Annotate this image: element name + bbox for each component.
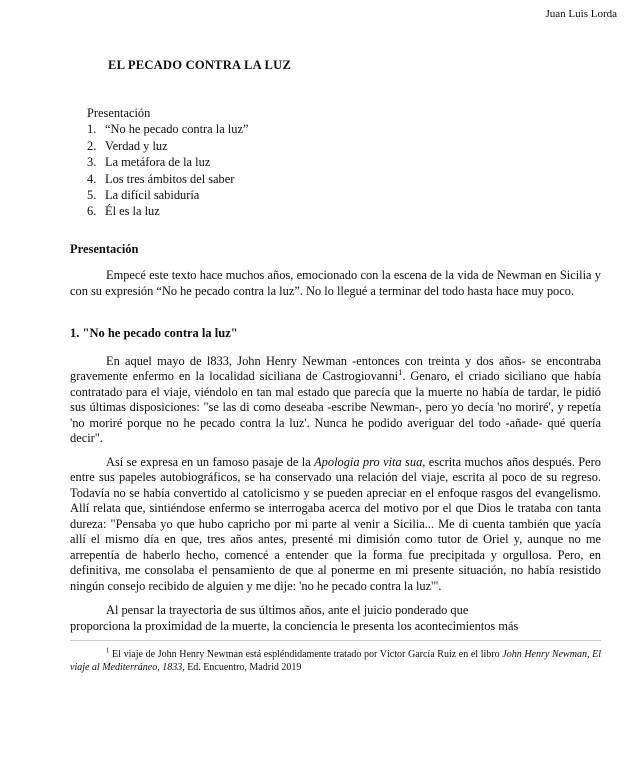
newman-illness-paragraph: En aquel mayo de l833, John Henry Newman -entonces con treinta y dos años- se encontraba gravemente enfermo en la localidad siciliana de Castrogiovanni$^1$. Genaro, el criado siciliano que había contratado para el viaje, viéndolo en tan mal estado que parecía que la muerte no había de tardar, le pidió sus últimas disposiciones: "se las di como deseaba -escribe Newman-, pero yo decía 'no moriré', y repetía 'no moriré porque no he pecado contra la luz'. Nunca he podido averiguar del todo -añade- qué quería decir". xyxy=(70,353,601,446)
toc-item xyxy=(87,154,601,170)
toc-heading: Presentación xyxy=(87,106,151,120)
toc-item-number: 3. xyxy=(87,155,97,170)
toc-item-label: “No he pecado contra la luz” xyxy=(105,122,249,137)
toc-item-number: 4. xyxy=(87,171,97,186)
toc-item xyxy=(87,121,601,137)
toc-item-number: 5. xyxy=(87,188,97,203)
presentacion-paragraph: Empecé este texto hace muchos años, emocionado con la escena de la vida de Newman en Sicilia y con su expresión “No he pecado contra la luz”. No lo llegué a terminar del todo hasta hace muy poco. xyxy=(70,268,601,298)
toc-item-label: Él es la luz xyxy=(105,204,160,219)
toc-item-label: La difícil sabiduría xyxy=(105,188,200,203)
toc-item-number: 1. xyxy=(87,122,97,137)
toc-item-label: La metáfora de la luz xyxy=(105,155,211,170)
apologia-paragraph: Así se expresa en un famoso pasaje de la Apologia pro vita sua, escrita muchos años después. Pero entre sus papeles autobiográficos, se ha conservado una relación del viaje, escrita al poco de su regreso. Todavía no se había convertido al catolicismo y se pueden apreciar en el enfoque rasgos del evangelismo. Allí relata que, sintiéndose enfermo se interrogaba acerca del motivo por el que Dios le trataba con tanta dureza: "Pensaba yo que hubo capricho por mi parte al venir a Sicilia... Me di cuenta también que yacía allí el mismo día en que, tres años antes, presenté mi dimisión como tutor de Oriel y, aunque no me arrepentía de haberlo hecho, comencé a entender que la forma fue precipitada y orgullosa. Pero, en definitiva, me consolaba el pensamiento de que al ponerme en mi presente situación, no había resistido ningún consejo recibido de alguien y me dije: 'no he pecado contra la luz'". xyxy=(70,454,601,593)
toc-item-label: Verdad y luz xyxy=(105,138,168,153)
toc-item xyxy=(87,171,601,187)
footnote: $^1$ El viaje de John Henry Newman está espléndidamente tratado por Víctor García Ruiz en el libro John Henry Newman, El viaje al Mediterráneo, 1833, Ed. Encuentro, Madrid 2019 xyxy=(70,648,601,673)
toc-item-number: 2. xyxy=(87,138,97,153)
document-title: EL PECADO CONTRA LA LUZ xyxy=(108,58,292,72)
toc-item xyxy=(87,187,601,203)
toc-item xyxy=(87,203,601,219)
section1-heading: 1. "No he pecado contra la luz" xyxy=(70,326,238,341)
toc-item-label: Los tres ámbitos del saber xyxy=(105,171,235,186)
toc-item xyxy=(87,138,601,154)
footnote-separator xyxy=(70,640,601,641)
table-of-contents xyxy=(87,105,601,220)
closing-paragraph: Al pensar la trayectoria de sus últimos años, ante el juicio ponderado que proporciona la proximidad de la muerte, la conciencia le presenta los acontecimientos más xyxy=(70,603,519,633)
toc-item-number: 6. xyxy=(87,204,97,219)
presentacion-heading: Presentación xyxy=(70,241,139,256)
page-content xyxy=(70,0,601,674)
author-header: Juan Luis Lorda xyxy=(545,8,617,20)
